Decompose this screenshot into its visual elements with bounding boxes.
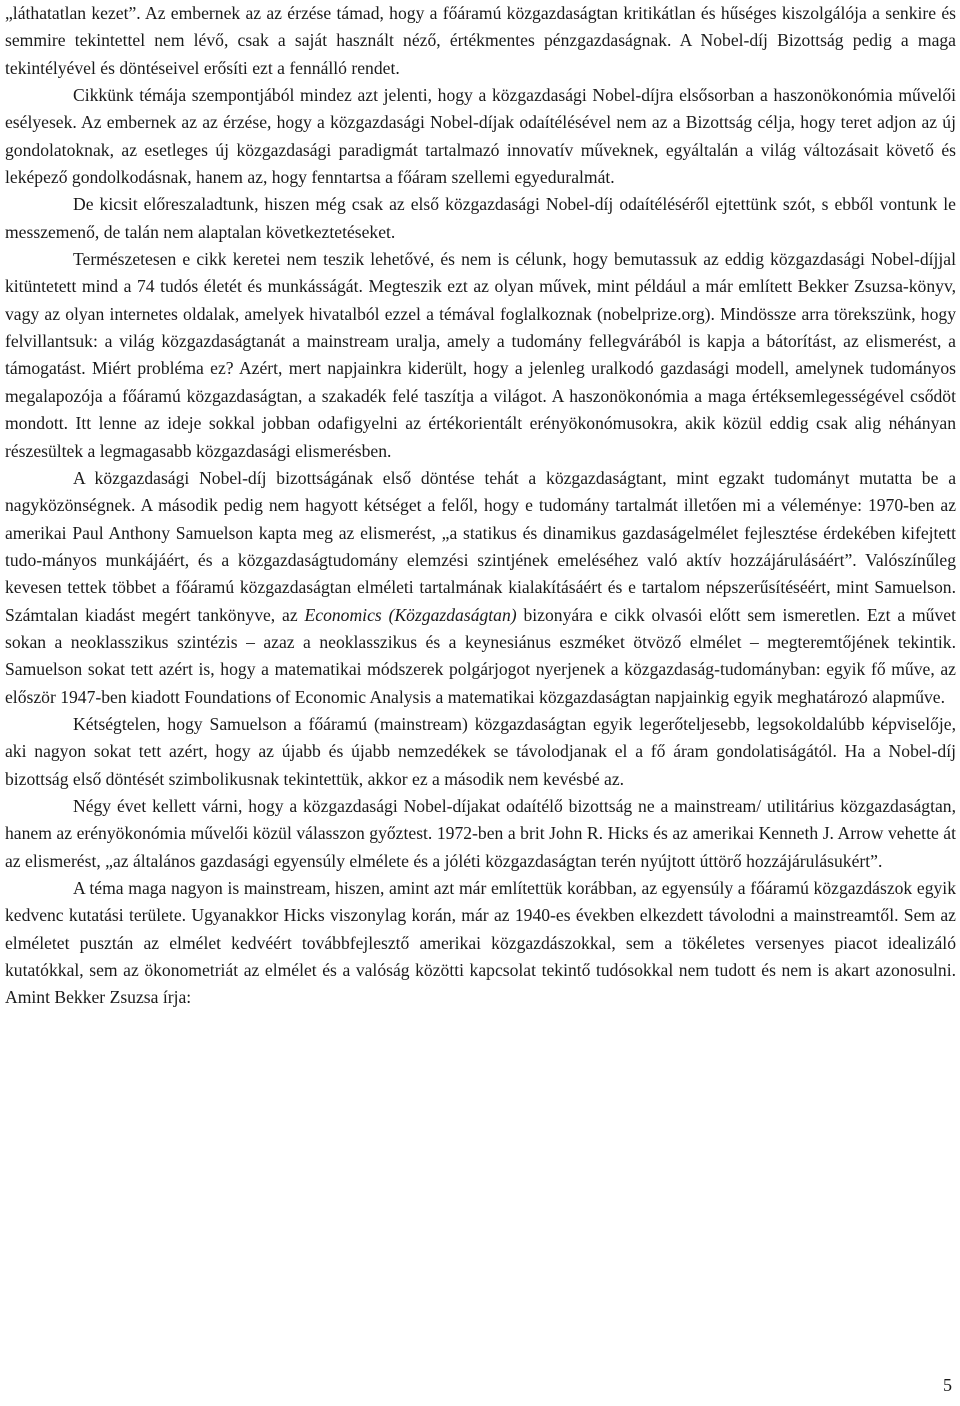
italic-title: Economics (Közgazdaságtan) xyxy=(304,604,517,625)
paragraph xyxy=(5,246,956,465)
paragraph xyxy=(5,191,956,246)
text-run: „láthatatlan kezet”. Az embernek az az érzése támad, hogy a főáramú közgazdaságtan kritikátlan és hűséges kiszolgálója a senkire és semmire tekintettel nem lévő, csak a saját használt néző, értékmentes pénzgazdaságnak. A Nobel-díj Bizottság pedig a maga tekintélyével és döntéseivel erősíti ezt a fennálló rendet. xyxy=(5,3,956,78)
text-run: De kicsit előreszaladtunk, hiszen még csak az első közgazdasági Nobel-díj odaítéléséről ejtettünk szót, s ebből vontunk le messzemenő, de talán nem alaptalan következtetéseket. xyxy=(5,194,956,242)
text-run: Természetesen e cikk keretei nem teszik lehetővé, és nem is célunk, hogy bemutassuk az eddig közgazdasági Nobel-díjjal kitüntetett mind a 74 tudós életét és munkásságát. Megteszik ezt az olyan művek, mint például a már említett Bekker Zsuzsa-könyv, vagy az olyan internetes oldalak, amelyek hivatalból ezzel a témával foglalkoznak (nobelprize.org). Mindössze arra törekszünk, hogy felvillantsuk: a világ közgazdaságtanát a mainstream uralja, amely a tudomány fellegvárából is kapja a bátorítást, az elismerést, a támogatást. Miért probléma ez? Azért, mert napjainkra kiderült, hogy a jelenleg uralkodó gazdasági modell, amelynek tudományos megalapozója a főáramú közgazdaságtan, a szakadék felé taszítja a világot. A haszonökonómia a maga értéksemlegességével csődöt mondott. Itt lenne az ideje sokkal jobban odafigyelni az értékorientált erényökonómusokra, akik közül eddig csak alig néhányan részesültek a legmagasabb közgazdasági elismerésben. xyxy=(5,249,956,461)
body-text xyxy=(5,0,956,1012)
text-run: Cikkünk témája szempontjából mindez azt jelenti, hogy a közgazdasági Nobel-díjra elsősorban a haszonökonómia művelői esélyesek. Az embernek az az érzése, hogy a közgazdasági Nobel-díjak odaítélésével nem az a Bizottság célja, hogy teret adjon az új gondolatoknak, az esetleges új közgazdasági paradigmát tartalmazó innovatív műveknek, egyáltalán a világ változásait követő és leképező gondolkodásnak, hanem az, hogy fenntartsa a főáram szellemi egyeduralmát. xyxy=(5,85,956,188)
text-run: A téma maga nagyon is mainstream, hiszen, amint azt már említettük korábban, az egyensúly a főáramú közgazdászok egyik kedvenc kutatási területe. Ugyanakkor Hicks viszonylag korán, már az 1940-es években elkezdett távolodni a mainstreamtől. Sem az elméletet pusztán az elmélet kedvéért továbbfejlesztő amerikai közgazdászokkal, sem a tökéletes versenyes piacot idealizáló kutatókkal, sem az ökonometriát az elmélet és a valóság közötti kapcsolat tekintő tudósokkal nem tudott és nem is akart azonosulni. Amint Bekker Zsuzsa írja: xyxy=(5,878,956,1008)
text-run: bizonyára e cikk olvasói előtt sem ismeretlen. Ezt a művet sokan a neoklasszikus szintézis – azaz a neoklasszikus és a keynesiánus eszméket ötvöző elmélet – megteremtőjének tekintik. Samuelson sokat tett azért is, hogy a matematikai módszerek polgárjogot nyerjenek a közgazdaság-tudományban: egyik fő műve, az először 1947-ben kiadott Foundations of Economic Analysis a matematikai közgazdaságtan napjainkig egyik meghatározó alapműve. xyxy=(5,604,956,707)
paragraph xyxy=(5,465,956,711)
paragraph xyxy=(5,793,956,875)
page-number: 5 xyxy=(943,1375,952,1395)
paragraph xyxy=(5,875,956,1012)
text-run: A közgazdasági Nobel-díj bizottságának első döntése tehát a közgazdaságtant, mint egzakt tudományt mutatta be a nagyközönségnek. A második pedig nem hagyott kétséget a felől, hogy e tudomány tartalmát illetően mi a véleménye: 1970-ben az amerikai Paul Anthony Samuelson kapta meg az elismerést, „a statikus és dinamikus gazdaságelmélet fejlesztése érdekében kifejtett tudo-mányos munkájáért, és a közgazdaságtudomány elemzési szintjének emeléséhez való aktív hozzájárulásáért”. Valószínűleg kevesen tettek többet a főáramú közgazdaságtan elméleti tartalmának kialakításáért és e tartalom népszerűsítéséért, mint Samuelson. Számtalan kiadást megért tankönyve, az xyxy=(5,467,956,625)
text-run: Kétségtelen, hogy Samuelson a főáramú (mainstream) közgazdaságtan egyik legerőteljesebb, legsokoldalúbb képviselője, aki nagyon sokat tett azért, hogy az újabb és újabb nemzedékek se távolodjanak el a fő áram gondolatiságától. Ha a Nobel-díj bizottság első döntését szimbolikusnak tekintettük, akkor ez a második nem kevésbé az. xyxy=(5,713,956,789)
paragraph xyxy=(5,0,956,82)
paragraph xyxy=(5,82,956,191)
paragraph xyxy=(5,711,956,793)
text-run: Négy évet kellett várni, hogy a közgazdasági Nobel-díjakat odaítélő bizottság ne a mainstream/ utilitárius közgazdaságtan, hanem az erényökonómia művelői közül válasszon győztest. 1972-ben a brit John R. Hicks és az amerikai Kenneth J. Arrow vehette át az elismerést, „az általános gazdasági egyensúly elmélete és a jóléti közgazdaságtan terén nyújtott úttörő hozzájárulásukért”. xyxy=(5,795,956,871)
